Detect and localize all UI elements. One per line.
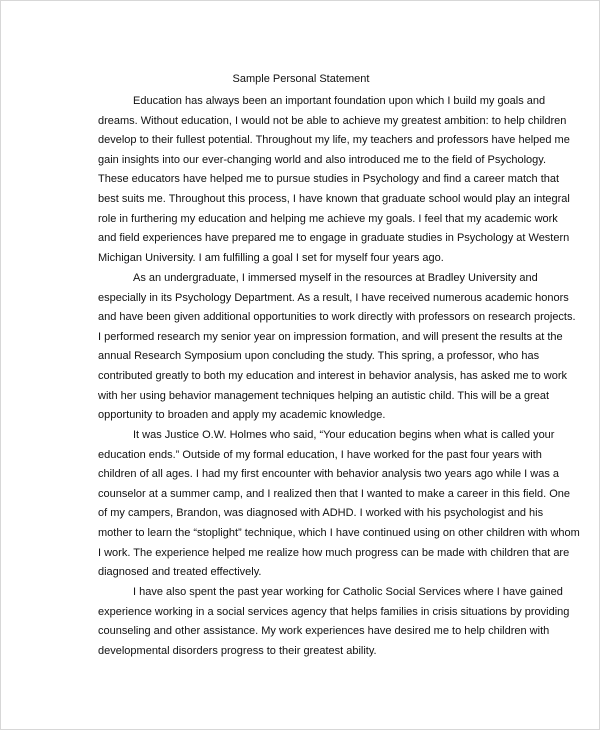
paragraph-1-line: role in furthering my education and helping me achieve my goals. I feel that my academic work: [98, 212, 558, 225]
paragraph-2-line: especially in its Psychology Department. As a result, I have received numerous academic honors: [98, 291, 569, 304]
paragraph-1-line: best suits me. Throughout this process, I have known that graduate school would play an integral: [98, 193, 570, 205]
paragraph-3-line: children of all ages. I had my first encounter with behavior analysis two years ago while I was a: [98, 468, 560, 481]
paragraph-1-line: and field experiences have prepared me to engage in graduate studies in Psychology at Western: [98, 232, 570, 245]
paragraph-3-line: I work. The experience helped me realize how much progress can be made with children that are: [98, 546, 570, 559]
paragraph-2-line: with her using behavior management techniques helping an autistic child. This will be a great: [98, 389, 550, 402]
paragraph-3-line: It was Justice O.W. Holmes who said, “Your education begins when what is called your: [133, 429, 555, 441]
paragraph-1-line: Education has always been an important foundation upon which I build my goals and: [133, 95, 546, 107]
paragraph-4-line: I have also spent the past year working for Catholic Social Services where I have gained: [133, 586, 563, 598]
paragraph-3-line: mother to learn the “stoplight” technique, which I have continued using on other children with whom: [98, 527, 580, 539]
paragraph-4-line: counseling and other assistance. My work experiences have desired me to help children with: [98, 625, 550, 638]
paragraph-2-line: I performed research my senior year on impression formation, and will present the results at the: [98, 330, 563, 343]
paragraph-2-line: opportunity to broaden and apply my academic knowledge.: [98, 409, 386, 422]
paragraph-3-line: diagnosed and treated effectively.: [98, 566, 262, 579]
paragraph-2-line: contributed greatly to both my education and interest in behavior analysis, has asked me to work: [98, 370, 567, 382]
paragraph-1-line: dreams. Without education, I would not be able to achieve my greatest ambition: to help children: [98, 114, 567, 127]
document-title: Sample Personal Statement: [232, 73, 370, 85]
paragraph-4-line: experience working in a social services agency that helps families in crisis situations by providing: [98, 605, 570, 618]
paragraph-2-line: annual Research Symposium upon concluding the study. This spring, a professor, who has: [98, 350, 540, 363]
paragraph-1-line: develop to their fullest potential. Throughout my life, my teachers and professors have helped me: [98, 134, 570, 147]
paragraph-3-line: counselor at a summer camp, and I realized then that I wanted to make a career in this field. One: [98, 487, 571, 500]
paragraph-4-line: developmental disorders progress to their greatest ability.: [98, 644, 377, 657]
paragraph-1-line: Michigan University. I am fulfilling a goal I set for myself four years ago.: [98, 251, 444, 264]
paragraph-1-line: gain insights into our ever-changing world and also introduced me to the field of Psychology.: [98, 153, 547, 166]
paragraph-2-line: As an undergraduate, I immersed myself in the resources at Bradley University and: [133, 272, 538, 284]
paragraph-1-line: These educators have helped me to pursue studies in Psychology and find a career match that: [98, 173, 560, 186]
paragraph-2-line: and have been given additional opportunities to work directly with professors on research projects.: [98, 311, 576, 324]
paragraph-3-line: of my campers, Brandon, was diagnosed with ADHD. I worked with his psychologist and his: [98, 507, 544, 520]
paragraph-3-line: education ends.” Outside of my formal education, I have worked for the past four years with: [98, 448, 542, 461]
